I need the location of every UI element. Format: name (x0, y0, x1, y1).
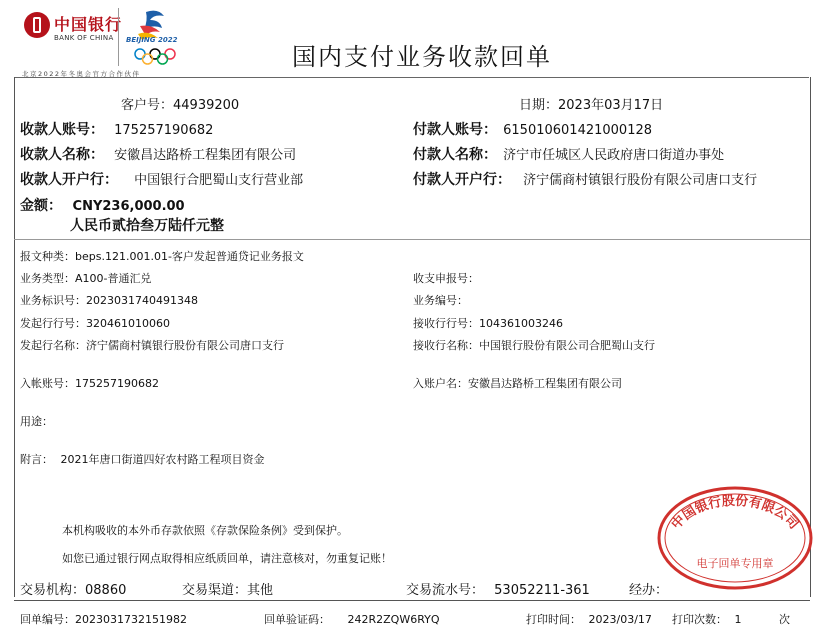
sponsor-tagline: 北京2022年冬奥会官方合作伙伴 (22, 70, 141, 78)
biz-type-value: A100-普通汇兑 (75, 272, 152, 285)
in-account-label: 入帐账号： (20, 377, 75, 390)
recv-bank-name-row (413, 337, 655, 353)
receipt-no-value: 2023031732151982 (75, 613, 187, 626)
payee-name-label: 收款人名称： (20, 147, 104, 163)
print-count-row (672, 611, 790, 627)
payee-name-value: 安徽昌达路桥工程集团有限公司 (114, 148, 297, 163)
print-time-label: 打印时间： (526, 613, 581, 626)
biz-id-label: 业务标识号： (20, 294, 86, 307)
remark-row (20, 451, 265, 467)
in-account-row (20, 375, 159, 391)
msg-type-label: 报文种类： (20, 250, 75, 263)
trans-org-row (20, 579, 126, 598)
section-divider (14, 239, 810, 240)
origin-bank-name-row (20, 337, 284, 353)
payer-account-value: 615010601421000128 (503, 123, 653, 138)
origin-bank-name-value: 济宁儒商村镇银行股份有限公司唐口支行 (86, 339, 284, 352)
print-count-value: 1 (734, 613, 742, 626)
payer-account-row (413, 119, 652, 139)
trans-serial-row (406, 579, 590, 598)
seal-ring-text: 中国银行股份有限公司 (668, 493, 802, 533)
recv-bank-name-label: 接收行名称： (413, 339, 479, 352)
payee-bank-label: 收款人开户行： (20, 172, 118, 188)
bank-of-china-icon (24, 12, 50, 38)
payer-bank-label: 付款人开户行： (413, 172, 511, 188)
amount-words: 人民币贰拾叁万陆仟元整 (70, 218, 224, 234)
biz-id-value: 2023031740491348 (86, 294, 198, 307)
customer-no-row (121, 94, 239, 113)
olympic-rings-icon (132, 48, 178, 66)
payee-name-row (20, 144, 296, 164)
footer-divider (14, 600, 810, 601)
msg-type-row (20, 248, 304, 264)
trans-serial-label: 交易流水号： (406, 583, 485, 598)
payer-account-label: 付款人账号： (413, 122, 497, 138)
recv-bank-no-value: 104361003246 (479, 317, 563, 330)
trans-org-value: 08860 (85, 583, 127, 598)
receipt-no-row (20, 611, 187, 627)
print-count-label: 打印次数： (672, 613, 727, 626)
amount-row (20, 195, 185, 215)
trans-channel-label: 交易渠道： (182, 583, 248, 598)
trans-org-label: 交易机构： (20, 583, 86, 598)
verify-code-row (264, 611, 440, 627)
trans-channel-value: 其他 (247, 583, 274, 598)
declare-no-row (413, 270, 479, 286)
olympic-emblem (124, 6, 184, 68)
bank-name-cn: 中国银行 (54, 15, 123, 34)
payee-account-value: 175257190682 (114, 123, 214, 138)
left-border (14, 77, 15, 597)
remark-value: 2021年唐口街道四好农村路工程项目资金 (60, 453, 265, 466)
trans-channel-row (182, 579, 273, 598)
deposit-insurance-notice: 本机构吸收的本外币存款依照《存款保险条例》受到保护。 (62, 524, 348, 537)
bank-name-en: BANK OF CHINA (54, 34, 114, 42)
biz-no-row (413, 292, 468, 308)
logo-divider (118, 8, 119, 66)
remark-label: 附言： (20, 453, 53, 466)
duplicate-warning-notice: 如您已通过银行网点取得相应纸质回单，请注意核对，勿重复记账！ (62, 552, 392, 565)
biz-type-label: 业务类型： (20, 272, 75, 285)
payer-name-label: 付款人名称： (413, 147, 497, 163)
payee-account-label: 收款人账号： (20, 122, 104, 138)
handler-label: 经办： (629, 583, 669, 598)
purpose-label: 用途： (20, 415, 53, 428)
recv-bank-no-row (413, 315, 563, 331)
official-seal (655, 483, 815, 593)
origin-bank-name-label: 发起行名称： (20, 339, 86, 352)
page-title: 国内支付业务收款回单 (292, 43, 552, 71)
purpose-row (20, 413, 53, 429)
trans-serial-value: 53052211-361 (494, 583, 590, 598)
recv-bank-name-value: 中国银行股份有限公司合肥蜀山支行 (479, 339, 655, 352)
payer-name-row (413, 144, 724, 164)
origin-bank-no-row (20, 315, 170, 331)
payee-bank-row (20, 169, 303, 189)
print-time-value: 2023/03/17 (588, 613, 652, 626)
top-divider (14, 77, 809, 78)
recv-bank-no-label: 接收行行号： (413, 317, 479, 330)
seal-center-text: 电子回单专用章 (696, 557, 774, 570)
date-value: 2023年03月17日 (558, 98, 664, 113)
biz-id-row (20, 292, 198, 308)
origin-bank-no-label: 发起行行号： (20, 317, 86, 330)
print-count-unit: 次 (779, 613, 790, 626)
amount-value: CNY236,000.00 (72, 199, 185, 214)
payee-account-row (20, 119, 213, 139)
customer-no-label: 客户号： (121, 98, 174, 113)
print-time-row (526, 611, 652, 627)
biz-no-label: 业务编号： (413, 294, 468, 307)
payer-bank-row (413, 169, 757, 189)
payer-bank-value: 济宁儒商村镇银行股份有限公司唐口支行 (523, 173, 758, 188)
in-account-value: 175257190682 (75, 377, 159, 390)
in-account-name-row (413, 375, 622, 391)
declare-no-label: 收支申报号： (413, 272, 479, 285)
in-account-name-value: 安徽昌达路桥工程集团有限公司 (468, 377, 622, 390)
verify-code-value: 242R2ZQW6RYQ (347, 613, 440, 626)
olympic-text: BEIJING 2022 (126, 36, 178, 44)
in-account-name-label: 入账户名： (413, 377, 468, 390)
payee-bank-value: 中国银行合肥蜀山支行营业部 (134, 173, 304, 188)
msg-type-value: beps.121.001.01-客户发起普通贷记业务报文 (75, 250, 304, 263)
amount-label: 金额： (20, 198, 62, 214)
date-label: 日期： (519, 98, 559, 113)
customer-no-value: 44939200 (173, 98, 240, 113)
biz-type-row (20, 270, 152, 286)
verify-code-label: 回单验证码： (264, 613, 330, 626)
date-row (519, 94, 663, 113)
receipt-no-label: 回单编号： (20, 613, 75, 626)
origin-bank-no-value: 320461010060 (86, 317, 170, 330)
payer-name-value: 济宁市任城区人民政府唐口街道办事处 (503, 148, 725, 163)
seal-icon (655, 483, 815, 593)
